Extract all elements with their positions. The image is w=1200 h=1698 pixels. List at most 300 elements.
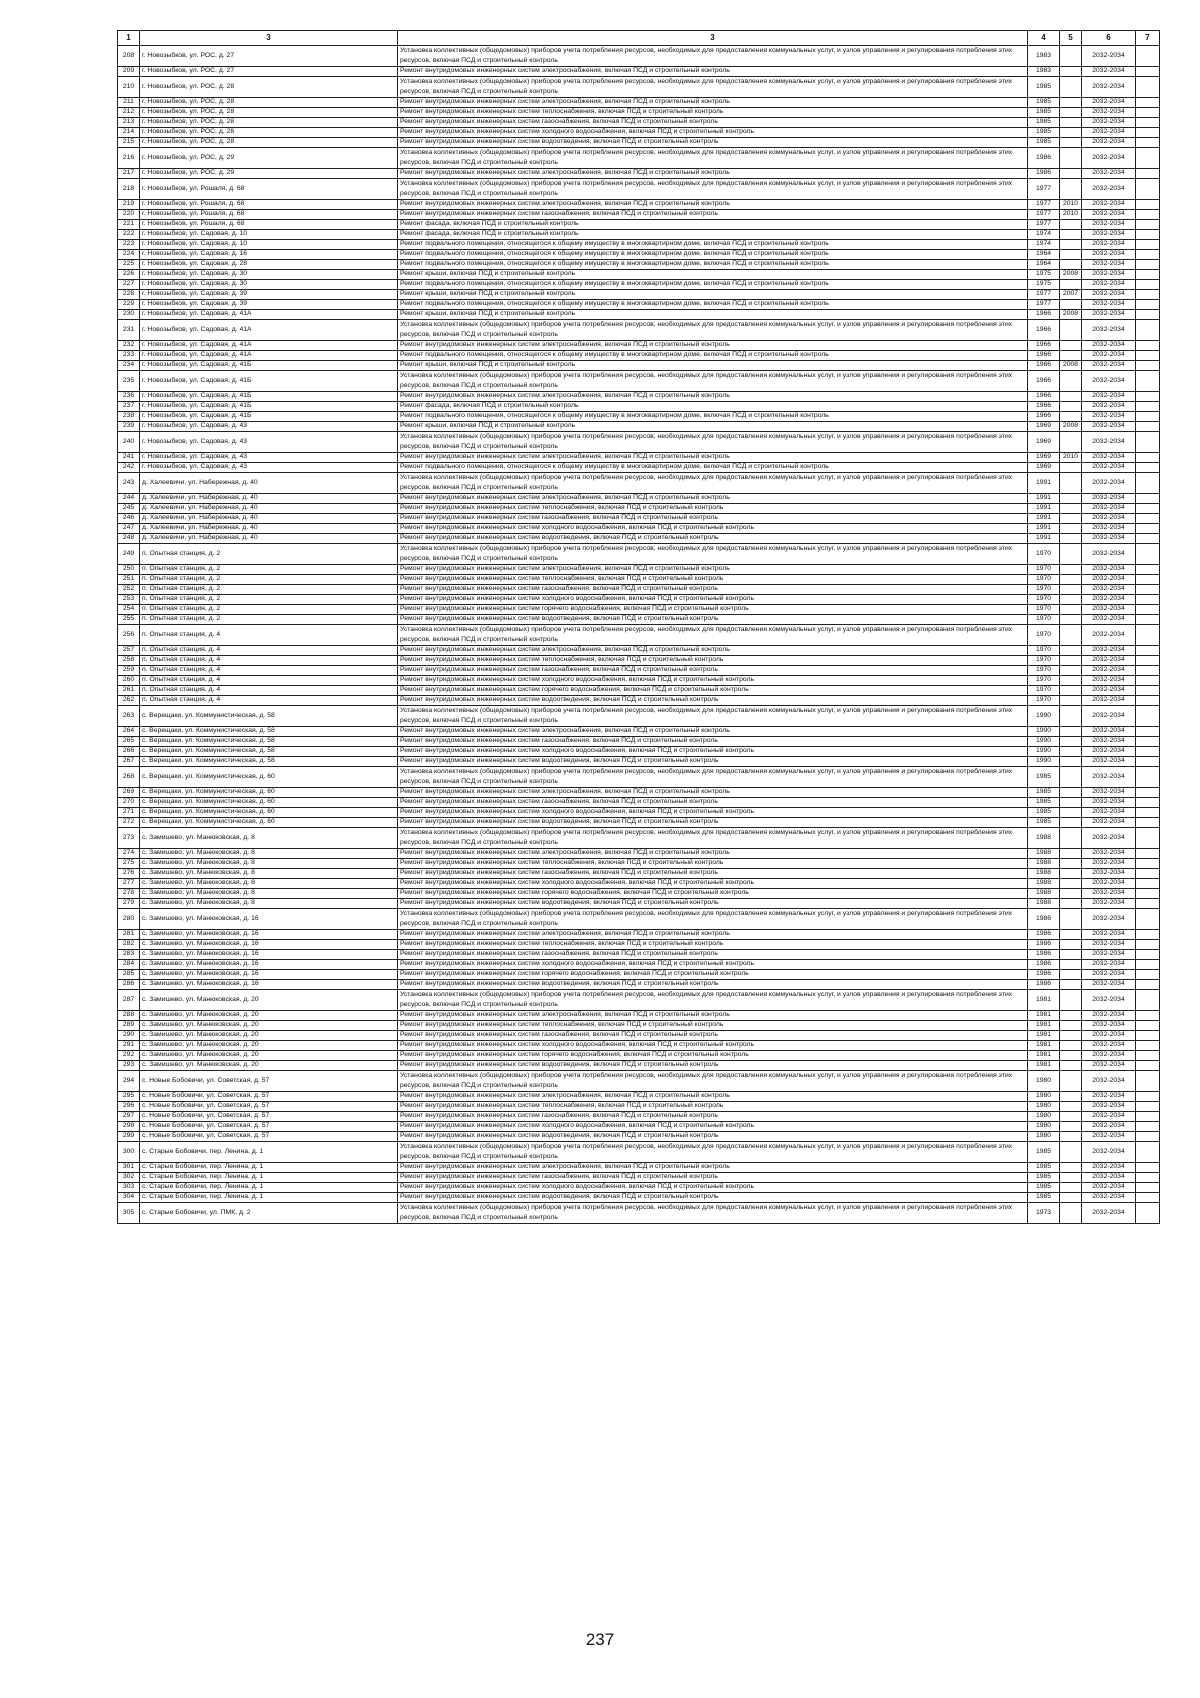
build-year-cell: 1986: [1028, 970, 1060, 980]
empty-cell: [1136, 200, 1160, 210]
work-type-cell: Ремонт внутридомовых инженерных систем электроснабжения, включая ПСД и строительный контроль: [398, 1092, 1028, 1102]
empty-cell: [1136, 1051, 1160, 1061]
planned-period-cell: 2032-2034: [1082, 1122, 1136, 1132]
table-row: [118, 1021, 1160, 1031]
table-row: [118, 575, 1160, 585]
header-cell: 4: [1028, 31, 1060, 46]
build-year-cell: 1983: [1028, 67, 1060, 77]
work-type-cell: Ремонт внутридомовых инженерных систем электроснабжения, включая ПСД и строительный контроль: [398, 1011, 1028, 1021]
planned-period-cell: 2032-2034: [1082, 767, 1136, 788]
address-cell: д. Халеевичи, ул. Набережная, д. 40: [140, 504, 398, 514]
table-row: [118, 1061, 1160, 1071]
address-cell: г. Новозыбков, ул. Садовая, д. 41Б: [140, 412, 398, 422]
planned-period-cell: 2032-2034: [1082, 1112, 1136, 1122]
row-number: 233: [118, 351, 140, 361]
last-repair-year-cell: [1060, 1163, 1082, 1173]
row-number: 256: [118, 625, 140, 646]
address-cell: г. Новозыбков, ул. РОС, д. 28: [140, 77, 398, 98]
table-row: [118, 351, 1160, 361]
work-type-cell: Ремонт внутридомовых инженерных систем газоснабжения, включая ПСД и строительный контроль: [398, 798, 1028, 808]
work-type-cell: Ремонт внутридомовых инженерных систем теплоснабжения, включая ПСД и строительный контроль: [398, 859, 1028, 869]
build-year-cell: 1986: [1028, 950, 1060, 960]
work-type-cell: Установка коллективных (общедомовых) приборов учета потребления ресурсов, необходимых для предоставления коммунальных услуг, и узлов управления и регулирования потребления этих ресурсов, включая ПСД и строительный контроль: [398, 1071, 1028, 1092]
work-type-cell: Ремонт внутридомовых инженерных систем электроснабжения, включая ПСД и строительный контроль: [398, 1163, 1028, 1173]
table-row: [118, 889, 1160, 899]
build-year-cell: 1983: [1028, 46, 1060, 67]
table-row: [118, 463, 1160, 473]
empty-cell: [1136, 1163, 1160, 1173]
empty-cell: [1136, 980, 1160, 990]
last-repair-year-cell: [1060, 656, 1082, 666]
work-type-cell: Ремонт внутридомовых инженерных систем газоснабжения, включая ПСД и строительный контроль: [398, 514, 1028, 524]
build-year-cell: 1991: [1028, 534, 1060, 544]
last-repair-year-cell: 2008: [1060, 310, 1082, 320]
table-row: [118, 108, 1160, 118]
last-repair-year-cell: [1060, 240, 1082, 250]
work-type-cell: Ремонт крыши, включая ПСД и строительный контроль: [398, 361, 1028, 371]
row-number: 216: [118, 148, 140, 169]
work-type-cell: Ремонт внутридомовых инженерных систем холодного водоснабжения, включая ПСД и строительный контроль: [398, 1122, 1028, 1132]
work-type-cell: Ремонт внутридомовых инженерных систем электроснабжения, включая ПСД и строительный контроль: [398, 727, 1028, 737]
table-row: [118, 1203, 1160, 1224]
last-repair-year-cell: [1060, 1092, 1082, 1102]
table-row: [118, 849, 1160, 859]
empty-cell: [1136, 544, 1160, 565]
last-repair-year-cell: [1060, 1021, 1082, 1031]
table-row: [118, 320, 1160, 341]
work-type-cell: Ремонт внутридомовых инженерных систем электроснабжения, включая ПСД и строительный контроль: [398, 565, 1028, 575]
build-year-cell: 1970: [1028, 646, 1060, 656]
planned-period-cell: 2032-2034: [1082, 960, 1136, 970]
last-repair-year-cell: [1060, 534, 1082, 544]
last-repair-year-cell: [1060, 1011, 1082, 1021]
build-year-cell: 1991: [1028, 494, 1060, 504]
last-repair-year-cell: [1060, 595, 1082, 605]
row-number: 248: [118, 534, 140, 544]
build-year-cell: 1980: [1028, 1092, 1060, 1102]
last-repair-year-cell: [1060, 1031, 1082, 1041]
work-type-cell: Ремонт подвального помещения, относящегося к общему имуществу в многоквартирном доме, включая ПСД и строительный контроль: [398, 240, 1028, 250]
last-repair-year-cell: [1060, 392, 1082, 402]
row-number: 224: [118, 250, 140, 260]
table-row: [118, 250, 1160, 260]
planned-period-cell: 2032-2034: [1082, 200, 1136, 210]
last-repair-year-cell: [1060, 494, 1082, 504]
build-year-cell: 1964: [1028, 250, 1060, 260]
table-row: [118, 361, 1160, 371]
last-repair-year-cell: [1060, 1183, 1082, 1193]
table-row: [118, 1193, 1160, 1203]
row-number: 213: [118, 118, 140, 128]
last-repair-year-cell: 2008: [1060, 422, 1082, 432]
last-repair-year-cell: [1060, 98, 1082, 108]
build-year-cell: 1985: [1028, 98, 1060, 108]
address-cell: г. Новозыбков, ул. Садовая, д. 41А: [140, 320, 398, 341]
last-repair-year-cell: 2010: [1060, 200, 1082, 210]
address-cell: г. Новозыбков, ул. Садовая, д. 28: [140, 260, 398, 270]
address-cell: г. Новозыбков, ул. РОС, д. 28: [140, 98, 398, 108]
planned-period-cell: 2032-2034: [1082, 98, 1136, 108]
address-cell: с. Новые Бобовичи, ул. Советская, д. 57: [140, 1132, 398, 1142]
build-year-cell: 1980: [1028, 1112, 1060, 1122]
table-row: [118, 341, 1160, 351]
planned-period-cell: 2032-2034: [1082, 270, 1136, 280]
planned-period-cell: 2032-2034: [1082, 422, 1136, 432]
row-number: 250: [118, 565, 140, 575]
work-type-cell: Ремонт внутридомовых инженерных систем водоотведения, включая ПСД и строительный контроль: [398, 534, 1028, 544]
document-page: [117, 30, 1159, 1224]
table-row: [118, 737, 1160, 747]
last-repair-year-cell: [1060, 859, 1082, 869]
row-number: 241: [118, 453, 140, 463]
row-number: 288: [118, 1011, 140, 1021]
build-year-cell: 1991: [1028, 524, 1060, 534]
address-cell: п. Опытная станция, д. 4: [140, 625, 398, 646]
empty-cell: [1136, 361, 1160, 371]
row-number: 297: [118, 1112, 140, 1122]
empty-cell: [1136, 737, 1160, 747]
empty-cell: [1136, 686, 1160, 696]
table-row: [118, 169, 1160, 179]
empty-cell: [1136, 849, 1160, 859]
build-year-cell: 1970: [1028, 666, 1060, 676]
planned-period-cell: 2032-2034: [1082, 1061, 1136, 1071]
table-row: [118, 210, 1160, 220]
build-year-cell: 1970: [1028, 544, 1060, 565]
row-number: 261: [118, 686, 140, 696]
row-number: 208: [118, 46, 140, 67]
address-cell: г. Новозыбков, ул. Садовая, д. 43: [140, 422, 398, 432]
address-cell: г. Новозыбков, ул. РОС, д. 28: [140, 108, 398, 118]
empty-cell: [1136, 514, 1160, 524]
last-repair-year-cell: [1060, 504, 1082, 514]
work-type-cell: Ремонт внутридомовых инженерных систем газоснабжения, включая ПСД и строительный контроль: [398, 950, 1028, 960]
last-repair-year-cell: 2007: [1060, 290, 1082, 300]
table-row: [118, 788, 1160, 798]
planned-period-cell: 2032-2034: [1082, 818, 1136, 828]
work-type-cell: Ремонт внутридомовых инженерных систем теплоснабжения, включая ПСД и строительный контроль: [398, 1021, 1028, 1031]
row-number: 275: [118, 859, 140, 869]
empty-cell: [1136, 696, 1160, 706]
empty-cell: [1136, 1061, 1160, 1071]
work-type-cell: Ремонт внутридомовых инженерных систем электроснабжения, включая ПСД и строительный контроль: [398, 788, 1028, 798]
row-number: 277: [118, 879, 140, 889]
build-year-cell: 1970: [1028, 686, 1060, 696]
row-number: 247: [118, 524, 140, 534]
build-year-cell: 1974: [1028, 230, 1060, 240]
empty-cell: [1136, 646, 1160, 656]
last-repair-year-cell: [1060, 371, 1082, 392]
empty-cell: [1136, 757, 1160, 767]
work-type-cell: Ремонт внутридомовых инженерных систем горячего водоснабжения, включая ПСД и строительный контроль: [398, 605, 1028, 615]
build-year-cell: 1966: [1028, 341, 1060, 351]
row-number: 242: [118, 463, 140, 473]
last-repair-year-cell: [1060, 220, 1082, 230]
work-type-cell: Ремонт внутридомовых инженерных систем электроснабжения, включая ПСД и строительный контроль: [398, 98, 1028, 108]
planned-period-cell: 2032-2034: [1082, 615, 1136, 625]
empty-cell: [1136, 676, 1160, 686]
build-year-cell: 1980: [1028, 1132, 1060, 1142]
build-year-cell: 1981: [1028, 1021, 1060, 1031]
planned-period-cell: 2032-2034: [1082, 473, 1136, 494]
last-repair-year-cell: [1060, 1051, 1082, 1061]
work-type-cell: Ремонт внутридомовых инженерных систем электроснабжения, включая ПСД и строительный контроль: [398, 169, 1028, 179]
last-repair-year-cell: [1060, 889, 1082, 899]
work-type-cell: Ремонт внутридомовых инженерных систем теплоснабжения, включая ПСД и строительный контроль: [398, 575, 1028, 585]
planned-period-cell: 2032-2034: [1082, 605, 1136, 615]
build-year-cell: 1973: [1028, 1203, 1060, 1224]
work-type-cell: Ремонт внутридомовых инженерных систем водоотведения, включая ПСД и строительный контроль: [398, 1193, 1028, 1203]
address-cell: г. Новозыбков, ул. РОС, д. 29: [140, 148, 398, 169]
address-cell: г. Новозыбков, ул. Садовая, д. 39: [140, 290, 398, 300]
empty-cell: [1136, 169, 1160, 179]
header-cell: 3: [140, 31, 398, 46]
table-row: [118, 392, 1160, 402]
address-cell: п. Опытная станция, д. 4: [140, 646, 398, 656]
last-repair-year-cell: [1060, 940, 1082, 950]
last-repair-year-cell: [1060, 463, 1082, 473]
build-year-cell: 1985: [1028, 1173, 1060, 1183]
empty-cell: [1136, 960, 1160, 970]
address-cell: г. Новозыбков, ул. Садовая, д. 41Б: [140, 392, 398, 402]
planned-period-cell: 2032-2034: [1082, 453, 1136, 463]
last-repair-year-cell: [1060, 148, 1082, 169]
last-repair-year-cell: [1060, 970, 1082, 980]
address-cell: с. Замишево, ул. Манюковская, д. 8: [140, 879, 398, 889]
empty-cell: [1136, 828, 1160, 849]
build-year-cell: 1975: [1028, 270, 1060, 280]
address-cell: г. Новозыбков, ул. Рошаля, д. 68: [140, 179, 398, 200]
address-cell: с. Замишево, ул. Манюковская, д. 16: [140, 970, 398, 980]
empty-cell: [1136, 453, 1160, 463]
address-cell: с. Старые Бобовичи, пер. Ленина, д. 1: [140, 1173, 398, 1183]
row-number: 221: [118, 220, 140, 230]
build-year-cell: 1985: [1028, 808, 1060, 818]
address-cell: г. Новозыбков, ул. Садовая, д. 41Б: [140, 371, 398, 392]
build-year-cell: 1981: [1028, 990, 1060, 1011]
row-number: 253: [118, 595, 140, 605]
build-year-cell: 1990: [1028, 757, 1060, 767]
table-row: [118, 453, 1160, 463]
row-number: 214: [118, 128, 140, 138]
empty-cell: [1136, 747, 1160, 757]
empty-cell: [1136, 371, 1160, 392]
build-year-cell: 1988: [1028, 899, 1060, 909]
last-repair-year-cell: [1060, 605, 1082, 615]
table-row: [118, 1041, 1160, 1051]
planned-period-cell: 2032-2034: [1082, 280, 1136, 290]
table-row: [118, 656, 1160, 666]
row-number: 249: [118, 544, 140, 565]
row-number: 305: [118, 1203, 140, 1224]
work-type-cell: Ремонт внутридомовых инженерных систем холодного водоснабжения, включая ПСД и строительный контроль: [398, 1183, 1028, 1193]
build-year-cell: 1988: [1028, 879, 1060, 889]
row-number: 268: [118, 767, 140, 788]
work-type-cell: Ремонт подвального помещения, относящегося к общему имуществу в многоквартирном доме, включая ПСД и строительный контроль: [398, 300, 1028, 310]
table-row: [118, 148, 1160, 169]
build-year-cell: 1991: [1028, 514, 1060, 524]
planned-period-cell: 2032-2034: [1082, 1021, 1136, 1031]
planned-period-cell: 2032-2034: [1082, 524, 1136, 534]
planned-period-cell: 2032-2034: [1082, 138, 1136, 148]
build-year-cell: 1980: [1028, 1102, 1060, 1112]
last-repair-year-cell: [1060, 77, 1082, 98]
table-row: [118, 565, 1160, 575]
row-number: 228: [118, 290, 140, 300]
row-number: 237: [118, 402, 140, 412]
row-number: 304: [118, 1193, 140, 1203]
planned-period-cell: 2032-2034: [1082, 899, 1136, 909]
last-repair-year-cell: [1060, 412, 1082, 422]
table-row: [118, 859, 1160, 869]
row-number: 263: [118, 706, 140, 727]
last-repair-year-cell: [1060, 1041, 1082, 1051]
last-repair-year-cell: [1060, 788, 1082, 798]
empty-cell: [1136, 666, 1160, 676]
address-cell: п. Опытная станция, д. 2: [140, 585, 398, 595]
work-type-cell: Ремонт внутридомовых инженерных систем водоотведения, включая ПСД и строительный контроль: [398, 615, 1028, 625]
last-repair-year-cell: [1060, 108, 1082, 118]
last-repair-year-cell: [1060, 828, 1082, 849]
build-year-cell: 1985: [1028, 138, 1060, 148]
last-repair-year-cell: [1060, 930, 1082, 940]
address-cell: с. Замишево, ул. Манюковская, д. 16: [140, 960, 398, 970]
table-row: [118, 828, 1160, 849]
empty-cell: [1136, 300, 1160, 310]
last-repair-year-cell: [1060, 169, 1082, 179]
empty-cell: [1136, 930, 1160, 940]
row-number: 274: [118, 849, 140, 859]
empty-cell: [1136, 1132, 1160, 1142]
row-number: 285: [118, 970, 140, 980]
table-row: [118, 422, 1160, 432]
address-cell: с. Верещаки, ул. Коммунистическая, д. 58: [140, 727, 398, 737]
empty-cell: [1136, 1021, 1160, 1031]
table-row: [118, 615, 1160, 625]
empty-cell: [1136, 179, 1160, 200]
address-cell: г. Новозыбков, ул. Садовая, д. 43: [140, 463, 398, 473]
table-row: [118, 1183, 1160, 1193]
empty-cell: [1136, 463, 1160, 473]
last-repair-year-cell: [1060, 808, 1082, 818]
table-row: [118, 300, 1160, 310]
planned-period-cell: 2032-2034: [1082, 1132, 1136, 1142]
last-repair-year-cell: 2008: [1060, 270, 1082, 280]
planned-period-cell: 2032-2034: [1082, 341, 1136, 351]
row-number: 222: [118, 230, 140, 240]
build-year-cell: 1991: [1028, 473, 1060, 494]
empty-cell: [1136, 1092, 1160, 1102]
build-year-cell: 1969: [1028, 422, 1060, 432]
row-number: 255: [118, 615, 140, 625]
planned-period-cell: 2032-2034: [1082, 828, 1136, 849]
build-year-cell: 1986: [1028, 169, 1060, 179]
table-row: [118, 1051, 1160, 1061]
build-year-cell: 1969: [1028, 463, 1060, 473]
empty-cell: [1136, 524, 1160, 534]
address-cell: с. Замишево, ул. Манюковская, д. 20: [140, 1061, 398, 1071]
build-year-cell: 1986: [1028, 909, 1060, 930]
address-cell: д. Халеевичи, ул. Набережная, д. 40: [140, 514, 398, 524]
table-row: [118, 240, 1160, 250]
header-cell: 6: [1082, 31, 1136, 46]
row-number: 300: [118, 1142, 140, 1163]
address-cell: с. Верещаки, ул. Коммунистическая, д. 58: [140, 747, 398, 757]
empty-cell: [1136, 46, 1160, 67]
last-repair-year-cell: [1060, 1071, 1082, 1092]
work-type-cell: Ремонт внутридомовых инженерных систем электроснабжения, включая ПСД и строительный контроль: [398, 67, 1028, 77]
planned-period-cell: 2032-2034: [1082, 534, 1136, 544]
planned-period-cell: 2032-2034: [1082, 1092, 1136, 1102]
empty-cell: [1136, 889, 1160, 899]
empty-cell: [1136, 869, 1160, 879]
build-year-cell: 1985: [1028, 1163, 1060, 1173]
work-type-cell: Ремонт внутридомовых инженерных систем горячего водоснабжения, включая ПСД и строительный контроль: [398, 970, 1028, 980]
work-type-cell: Ремонт внутридомовых инженерных систем теплоснабжения, включая ПСД и строительный контроль: [398, 1102, 1028, 1112]
work-type-cell: Ремонт внутридомовых инженерных систем холодного водоснабжения, включая ПСД и строительный контроль: [398, 879, 1028, 889]
address-cell: с. Замишево, ул. Манюковская, д. 16: [140, 950, 398, 960]
build-year-cell: 1985: [1028, 1193, 1060, 1203]
row-number: 227: [118, 280, 140, 290]
work-type-cell: Ремонт внутридомовых инженерных систем водоотведения, включая ПСД и строительный контроль: [398, 818, 1028, 828]
row-number: 303: [118, 1183, 140, 1193]
empty-cell: [1136, 1203, 1160, 1224]
empty-cell: [1136, 706, 1160, 727]
row-number: 226: [118, 270, 140, 280]
row-number: 262: [118, 696, 140, 706]
address-cell: с. Верещаки, ул. Коммунистическая, д. 58: [140, 706, 398, 727]
last-repair-year-cell: [1060, 351, 1082, 361]
build-year-cell: 1966: [1028, 320, 1060, 341]
empty-cell: [1136, 270, 1160, 280]
build-year-cell: 1981: [1028, 1031, 1060, 1041]
planned-period-cell: 2032-2034: [1082, 676, 1136, 686]
table-row: [118, 808, 1160, 818]
empty-cell: [1136, 1183, 1160, 1193]
work-type-cell: Ремонт внутридомовых инженерных систем горячего водоснабжения, включая ПСД и строительный контроль: [398, 686, 1028, 696]
last-repair-year-cell: [1060, 300, 1082, 310]
last-repair-year-cell: [1060, 1061, 1082, 1071]
work-type-cell: Ремонт внутридомовых инженерных систем холодного водоснабжения, включая ПСД и строительный контроль: [398, 808, 1028, 818]
address-cell: г. Новозыбков, ул. РОС, д. 28: [140, 118, 398, 128]
last-repair-year-cell: [1060, 341, 1082, 351]
build-year-cell: 1986: [1028, 930, 1060, 940]
planned-period-cell: 2032-2034: [1082, 179, 1136, 200]
row-number: 280: [118, 909, 140, 930]
row-number: 279: [118, 899, 140, 909]
address-cell: г. Новозыбков, ул. Садовая, д. 43: [140, 453, 398, 463]
address-cell: д. Халеевичи, ул. Набережная, д. 40: [140, 534, 398, 544]
planned-period-cell: 2032-2034: [1082, 250, 1136, 260]
build-year-cell: 1966: [1028, 351, 1060, 361]
work-type-cell: Ремонт внутридомовых инженерных систем теплоснабжения, включая ПСД и строительный контроль: [398, 504, 1028, 514]
last-repair-year-cell: [1060, 960, 1082, 970]
table-row: [118, 696, 1160, 706]
address-cell: с. Старые Бобовичи, пер. Ленина, д. 1: [140, 1183, 398, 1193]
row-number: 283: [118, 950, 140, 960]
row-number: 245: [118, 504, 140, 514]
work-type-cell: Ремонт внутридомовых инженерных систем холодного водоснабжения, включая ПСД и строительный контроль: [398, 524, 1028, 534]
build-year-cell: 1970: [1028, 595, 1060, 605]
table-row: [118, 473, 1160, 494]
work-type-cell: Установка коллективных (общедомовых) приборов учета потребления ресурсов, необходимых для предоставления коммунальных услуг, и узлов управления и регулирования потребления этих ресурсов, включая ПСД и строительный контроль: [398, 1203, 1028, 1224]
empty-cell: [1136, 402, 1160, 412]
address-cell: г. Новозыбков, ул. Садовая, д. 10: [140, 230, 398, 240]
build-year-cell: 1970: [1028, 615, 1060, 625]
empty-cell: [1136, 422, 1160, 432]
build-year-cell: 1977: [1028, 210, 1060, 220]
last-repair-year-cell: [1060, 869, 1082, 879]
